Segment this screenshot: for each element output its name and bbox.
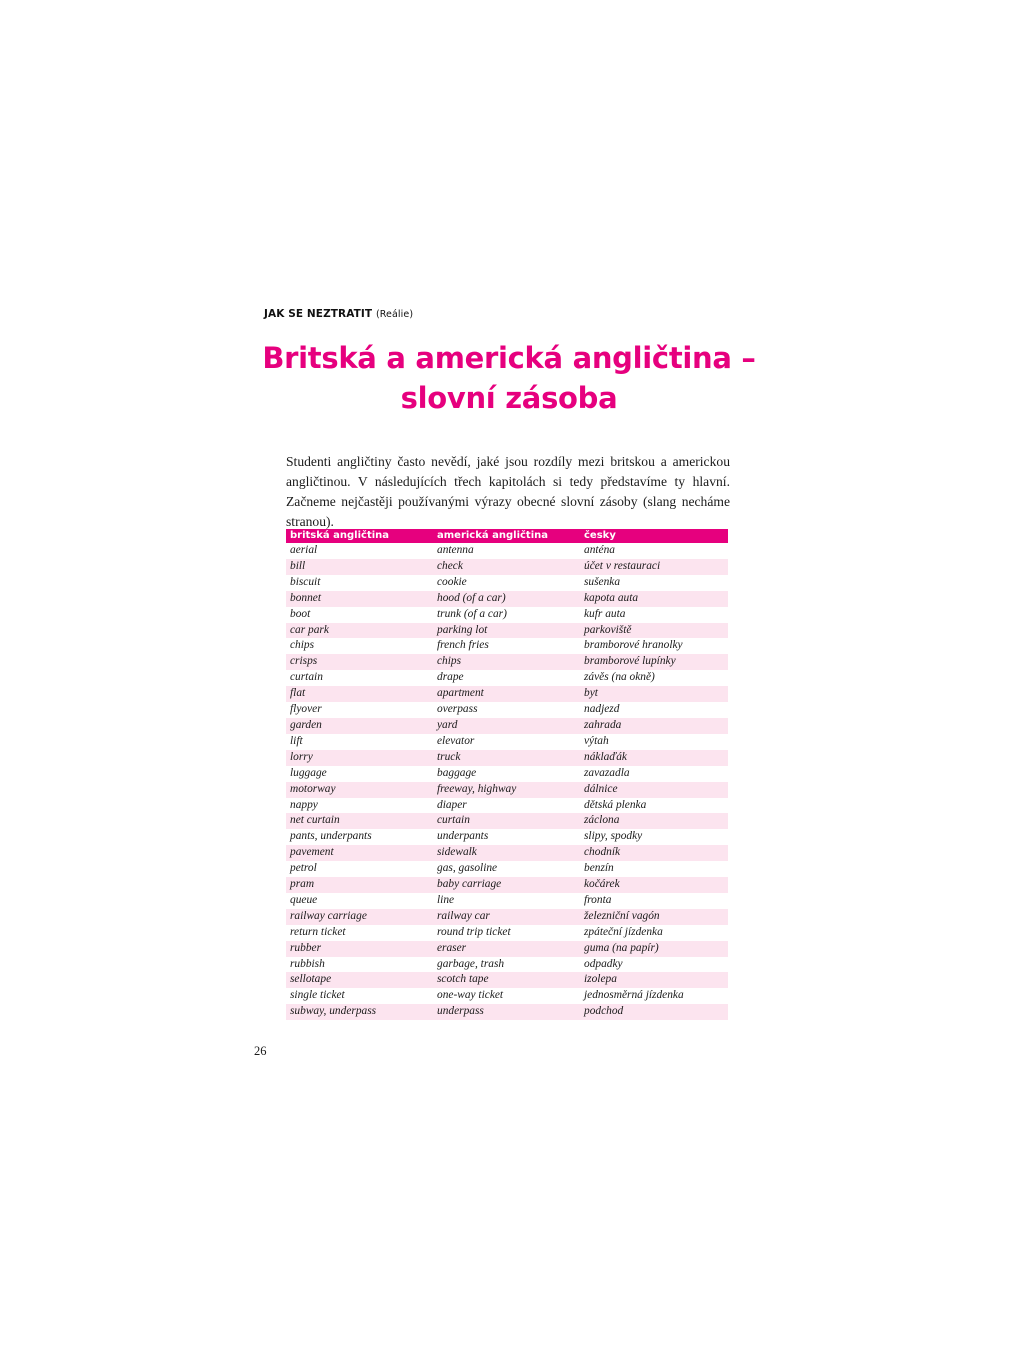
cell-american: round trip ticket xyxy=(437,925,511,938)
cell-british: chips xyxy=(290,639,315,652)
cell-british: pants, underpants xyxy=(290,830,372,843)
cell-british: bonnet xyxy=(290,591,322,604)
cell-czech: slipy, spodky xyxy=(584,830,643,843)
cell-american: antenna xyxy=(437,544,474,556)
cell-czech: kufr auta xyxy=(584,607,626,620)
cell-czech: podchod xyxy=(584,1005,624,1018)
cell-british: subway, underpass xyxy=(290,1005,377,1018)
cell-british: return ticket xyxy=(290,925,346,938)
cell-american: line xyxy=(437,893,455,906)
cell-czech: nadjezd xyxy=(584,703,620,716)
cell-czech: byt xyxy=(584,687,598,700)
table-row xyxy=(286,925,728,941)
table-row xyxy=(286,798,728,814)
cell-american: chips xyxy=(437,655,462,668)
cell-czech: dálnice xyxy=(584,782,618,795)
running-head xyxy=(264,308,413,320)
cell-czech: chodník xyxy=(584,846,621,859)
vocabulary-table xyxy=(286,529,728,1020)
cell-czech: závěs (na okně) xyxy=(584,671,655,684)
section-subtitle: (Reálie) xyxy=(375,309,414,320)
cell-american: curtain xyxy=(437,814,470,827)
cell-czech: účet v restauraci xyxy=(584,559,661,572)
table-row xyxy=(286,877,728,893)
cell-british: crisps xyxy=(290,655,318,668)
cell-czech: železniční vagón xyxy=(584,909,660,922)
cell-british: single ticket xyxy=(290,989,345,1002)
title-line-1: Britská a americká angličtina – xyxy=(262,341,756,375)
cell-american: underpants xyxy=(437,830,489,843)
title-line-2: slovní zásoba xyxy=(400,381,618,415)
table-row xyxy=(286,782,728,798)
table-row xyxy=(286,559,728,575)
cell-american: scotch tape xyxy=(437,973,489,986)
cell-british: aerial xyxy=(290,544,318,556)
cell-czech: odpadky xyxy=(584,957,623,970)
cell-american: parking lot xyxy=(437,623,488,636)
cell-czech: bramborové lupínky xyxy=(584,655,676,668)
table-row xyxy=(286,575,728,591)
cell-british: boot xyxy=(290,607,311,620)
cell-british: biscuit xyxy=(290,575,321,588)
cell-czech: dětská plenka xyxy=(584,798,647,811)
table-row xyxy=(286,957,728,973)
cell-british: motorway xyxy=(290,782,336,795)
cell-american: baggage xyxy=(437,766,477,779)
cell-czech: fronta xyxy=(584,893,612,906)
cell-british: queue xyxy=(290,893,318,906)
cell-american: apartment xyxy=(437,687,484,700)
cell-american: check xyxy=(437,559,463,572)
intro-paragraph: Studenti angličtiny často nevědí, jaké jsou rozdíly mezi britskou a americkou angličtinou. V následujících třech kapitolách si tedy představíme ty hlavní. Začneme nejčastěji používanými výrazy obecné slovní zásoby (slang necháme stranou). xyxy=(286,454,730,529)
cell-british: pavement xyxy=(290,846,334,859)
header-czech: česky xyxy=(584,530,616,541)
cell-czech: jednosměrná jízdenka xyxy=(584,989,684,1002)
cell-british: bill xyxy=(290,559,306,572)
cell-british: pram xyxy=(290,878,315,891)
cell-british: car park xyxy=(290,623,329,636)
cell-american: railway car xyxy=(437,909,490,922)
table-row xyxy=(286,607,728,623)
cell-british: flyover xyxy=(290,703,322,716)
cell-czech: výtah xyxy=(584,734,609,747)
header-american: americká angličtina xyxy=(437,530,549,541)
cell-american: sidewalk xyxy=(437,846,477,859)
cell-american: eraser xyxy=(437,941,467,954)
cell-american: hood (of a car) xyxy=(437,591,506,604)
table-row xyxy=(286,829,728,845)
table-row xyxy=(286,591,728,607)
cell-british: lorry xyxy=(290,750,313,763)
table-row xyxy=(286,686,728,702)
table-row xyxy=(286,543,728,559)
cell-czech: sušenka xyxy=(584,575,621,588)
table-row xyxy=(286,654,728,670)
cell-czech: parkoviště xyxy=(584,623,632,636)
cell-czech: zavazadla xyxy=(584,766,630,779)
cell-american: baby carriage xyxy=(437,878,502,891)
cell-american: gas, gasoline xyxy=(437,862,498,875)
cell-czech: benzín xyxy=(584,862,614,875)
table-row xyxy=(286,623,728,639)
cell-american: one-way ticket xyxy=(437,989,504,1002)
cell-american: elevator xyxy=(437,734,475,747)
table-row xyxy=(286,638,728,654)
cell-czech: guma (na papír) xyxy=(584,941,659,954)
table-row xyxy=(286,670,728,686)
cell-british: railway carriage xyxy=(290,909,367,922)
cell-british: petrol xyxy=(290,862,317,875)
table-row xyxy=(286,988,728,1004)
cell-british: curtain xyxy=(290,671,323,684)
cell-american: drape xyxy=(437,671,464,684)
cell-american: yard xyxy=(437,718,458,731)
table-row xyxy=(286,813,728,829)
cell-british: sellotape xyxy=(290,973,332,986)
cell-british: luggage xyxy=(290,766,327,779)
cell-czech: záclona xyxy=(584,814,620,827)
table-row xyxy=(286,845,728,861)
cell-czech: zahrada xyxy=(584,718,622,731)
cell-british: rubbish xyxy=(290,957,325,970)
table-row xyxy=(286,972,728,988)
table-row xyxy=(286,718,728,734)
cell-american: french fries xyxy=(437,639,489,652)
table-row xyxy=(286,702,728,718)
table-row xyxy=(286,766,728,782)
table-row xyxy=(286,1004,728,1020)
cell-czech: kočárek xyxy=(584,878,620,891)
table-row xyxy=(286,909,728,925)
cell-british: net curtain xyxy=(290,814,340,827)
cell-british: flat xyxy=(290,687,306,700)
cell-czech: zpáteční jízdenka xyxy=(584,925,663,938)
cell-czech: izolepa xyxy=(584,973,617,986)
cell-czech: náklaďák xyxy=(584,750,627,763)
cell-czech: anténa xyxy=(584,544,616,556)
table-row xyxy=(286,750,728,766)
table-row xyxy=(286,941,728,957)
cell-american: freeway, highway xyxy=(437,782,517,795)
table-row xyxy=(286,893,728,909)
cell-american: garbage, trash xyxy=(437,957,505,970)
cell-american: underpass xyxy=(437,1005,484,1018)
cell-british: rubber xyxy=(290,941,322,954)
cell-american: truck xyxy=(437,750,461,763)
table-row xyxy=(286,734,728,750)
cell-american: overpass xyxy=(437,703,478,716)
cell-czech: kapota auta xyxy=(584,591,639,604)
table-row xyxy=(286,861,728,877)
cell-american: cookie xyxy=(437,575,467,588)
header-british: britská angličtina xyxy=(290,530,390,541)
page-number: 26 xyxy=(254,1044,267,1058)
cell-british: nappy xyxy=(290,798,318,811)
cell-british: lift xyxy=(290,734,303,747)
cell-american: diaper xyxy=(437,798,467,811)
cell-american: trunk (of a car) xyxy=(437,607,507,620)
cell-british: garden xyxy=(290,718,322,731)
cell-czech: bramborové hranolky xyxy=(584,639,683,652)
table-body xyxy=(286,543,728,1020)
table-header-row xyxy=(286,529,728,543)
page-title xyxy=(250,338,768,418)
section-title: JAK SE NEZTRATIT xyxy=(264,308,373,320)
